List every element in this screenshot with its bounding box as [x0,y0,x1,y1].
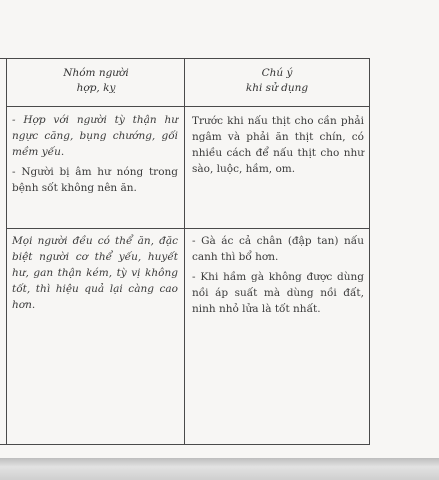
cell-paragraph: Mọi người đều có thể ăn, đặc biệt người cơ thể yếu, huyết hư, gan thận kém, tỳ vị không tốt, thì hiệu quả lại càng cao hơn. [12,235,178,311]
cell-paragraph: - Hợp với người tỳ thận hư ngực căng, bụng chướng, gối mềm yếu. [12,114,178,158]
table-cell-row1-notes [192,113,364,181]
header-suitable-groups [8,66,184,96]
table-cell-row2-notes [192,233,364,321]
cell-paragraph: Trước khi nấu thịt cho cần phải ngâm và phải ăn thịt chín, có nhiều cách để nấu thịt cho như sào, luộc, hầm, om. [192,115,364,175]
header-divider [6,106,369,107]
cell-paragraph: - Khi hầm gà không được dùng nồi áp suất mà dùng nồi đất, ninh nhỏ lửa là tốt nhất. [192,271,364,315]
info-table [0,58,370,445]
header-suitable-groups-line1: Nhóm người [63,67,129,79]
cell-paragraph: - Người bị âm hư nóng trong bệnh sốt không nên ăn. [12,166,178,194]
table-border-left [6,59,7,444]
header-usage-notes-line2: khi sử dụng [245,82,309,94]
scan-edge-shadow [0,458,439,480]
column-divider [184,59,185,444]
table-cell-row2-groups [12,233,178,317]
row-divider [6,228,369,229]
cell-paragraph: - Gà ác cả chân (đập tan) nấu canh thì bổ hơn. [192,235,364,263]
header-usage-notes-line1: Chú ý [261,67,293,79]
header-suitable-groups-line2: hợp, kỵ [76,82,116,94]
table-cell-row1-groups [12,112,178,200]
header-usage-notes [186,66,368,96]
